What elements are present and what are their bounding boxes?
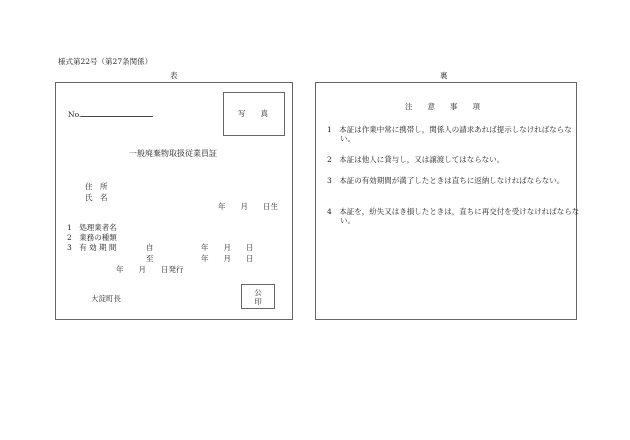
note-item-2: 2 本証は他人に貸与し，又は譲渡してはならない。	[327, 155, 505, 164]
back-panel	[315, 82, 580, 320]
address-label: 住 所	[85, 182, 108, 191]
seal-text-top: 公	[254, 288, 262, 297]
name-label: 氏 名	[85, 193, 108, 202]
from-label: 自	[146, 243, 154, 252]
photo-box	[223, 92, 285, 136]
back-heading: 裏	[440, 71, 448, 80]
birth-date-line: 年 月 日生	[218, 202, 278, 211]
item-business-name: 1 処理業者名	[67, 223, 117, 232]
front-panel	[55, 82, 293, 320]
item-business-type: 2 業務の種類	[67, 233, 117, 242]
notes-title: 注 意 事 項	[405, 102, 480, 111]
card-title: 一般廃棄物取扱従業員証	[129, 149, 217, 158]
note-item-4: 4 本証を，紛失又はき損したときは，直ちに再交付を受けなければならない。	[327, 207, 580, 225]
issue-date: 年 月 日発行	[116, 265, 184, 274]
front-heading: 表	[170, 71, 178, 80]
number-underline	[81, 116, 153, 117]
note-item-1: 1 本証は作業中常に携帯し，関係人の請求あれば提示しなければならない。	[327, 125, 572, 143]
item-validity-period: 3 有 効 期 間	[67, 243, 117, 252]
issuer-name: 大淀町長	[91, 294, 121, 303]
to-label: 至	[146, 254, 154, 263]
note-item-3: 3 本証の有効期間が満了したときは直ちに返納しなければならない。	[327, 176, 565, 185]
photo-label: 写 真	[238, 109, 268, 118]
seal-text-bottom: 印	[254, 297, 262, 306]
form-number-label: 様式第22号（第27条関係）	[58, 57, 153, 66]
number-field	[68, 110, 153, 119]
official-seal-box	[241, 284, 275, 309]
from-date: 年 月 日	[201, 243, 254, 252]
to-date: 年 月 日	[201, 254, 254, 263]
number-label: No.	[68, 110, 82, 119]
